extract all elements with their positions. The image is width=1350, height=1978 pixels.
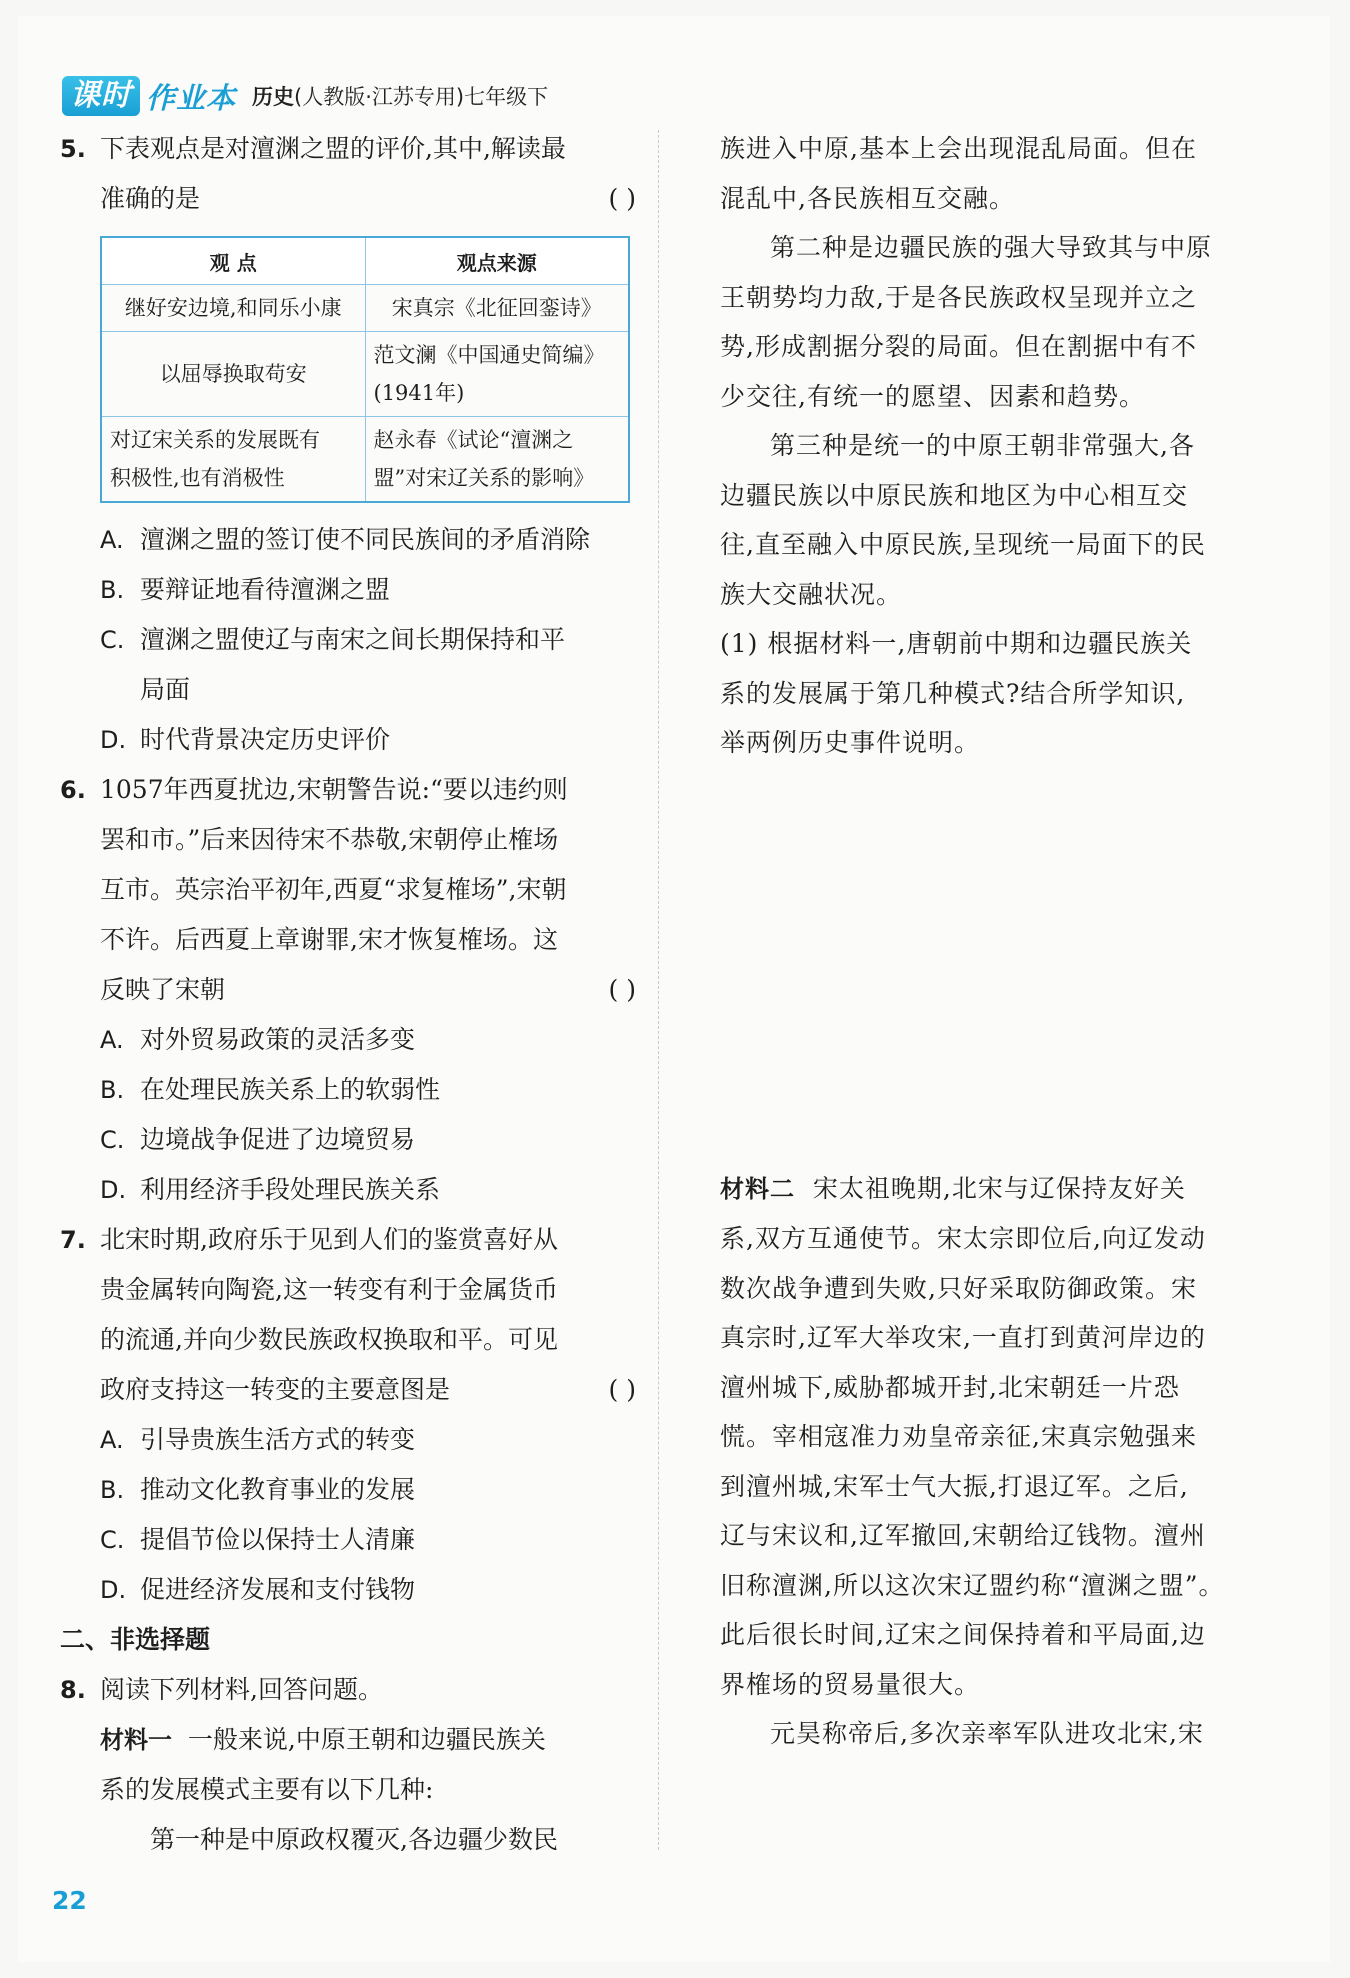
option-d[interactable] xyxy=(100,1165,640,1215)
column-divider xyxy=(658,130,659,1850)
sub-question-1: 系的发展属于第几种模式?结合所学知识, xyxy=(720,678,1186,708)
question-number: 8. xyxy=(60,1676,86,1704)
question-number: 6. xyxy=(60,776,86,804)
table-cell xyxy=(101,417,365,503)
sub-question-1: (1) 根据材料一,唐朝前中期和边疆民族关 xyxy=(720,629,1193,658)
material-line: 界榷场的贸易量很大。 xyxy=(720,1669,981,1699)
option-d[interactable] xyxy=(100,715,640,765)
question-line: 罢和市。”后来因待宋不恭敬,宋朝停止榷场 xyxy=(100,825,559,854)
question-line: 下表观点是对澶渊之盟的评价,其中,解读最 xyxy=(100,134,566,163)
table-header: 观 点 xyxy=(101,237,365,285)
question-line: 互市。英宗治平初年,西夏“求复榷场”,宋朝 xyxy=(100,875,567,904)
material-line: 族进入中原,基本上会出现混乱局面。但在 xyxy=(720,134,1197,163)
option-letter: C. xyxy=(100,1126,125,1154)
option-letter: D. xyxy=(100,726,127,754)
book-title xyxy=(252,81,548,111)
material-line: 混乱中,各民族相互交融。 xyxy=(720,183,1015,213)
cell-text: 赵永春《试论“澶渊之 xyxy=(373,428,574,452)
question-line-wrap xyxy=(100,174,640,224)
material-line: 族大交融状况。 xyxy=(720,579,903,609)
answer-blank[interactable]: ( ) xyxy=(608,975,636,1004)
brand-logo: 课时 xyxy=(62,76,140,116)
material-line: 第二种是边疆民族的强大导致其与中原 xyxy=(770,233,1213,262)
left-column xyxy=(60,124,640,1865)
option-d[interactable] xyxy=(100,1565,640,1615)
cell-text: 继好安边境,和同乐小康 xyxy=(124,296,342,320)
material-line: 边疆民族以中原民族和地区为中心相互交 xyxy=(720,480,1189,510)
material-2-label: 材料二 xyxy=(720,1174,795,1203)
material-line: 到澶州城,宋军士气大振,打退辽军。之后, xyxy=(720,1471,1189,1501)
option-letter: B. xyxy=(100,1076,125,1104)
material-line: 少交往,有统一的愿望、因素和趋势。 xyxy=(720,381,1145,411)
question-8 xyxy=(60,1665,640,1865)
question-5 xyxy=(60,124,640,765)
material-line xyxy=(100,1715,640,1765)
cell-text: 以屈辱换取苟安 xyxy=(159,362,307,386)
question-line: 1057年西夏扰边,宋朝警告说:“要以违约则 xyxy=(100,775,568,804)
option-text: 对外贸易政策的灵活多变 xyxy=(140,1025,416,1054)
question-line: 阅读下列材料,回答问题。 xyxy=(100,1675,383,1704)
material-text: 一般来说,中原王朝和边疆民族关 xyxy=(187,1725,546,1754)
option-letter: D. xyxy=(100,1176,127,1204)
cell-text: 盟”对宋辽关系的影响》 xyxy=(373,466,595,490)
option-letter: A. xyxy=(100,1026,124,1054)
option-b[interactable] xyxy=(100,1065,640,1115)
material-line: 王朝势均力敌,于是各民族政权呈现并立之 xyxy=(720,282,1197,312)
question-line-wrap xyxy=(100,965,640,1015)
viewpoint-table xyxy=(100,236,630,503)
brand-logo-sub: 作业本 xyxy=(146,80,237,115)
question-line: 准确的是 xyxy=(100,184,201,213)
material-line: 元昊称帝后,多次亲率军队进攻北宋,宋 xyxy=(770,1719,1204,1748)
table-header-row xyxy=(101,237,629,285)
option-text: 边境战争促进了边境贸易 xyxy=(140,1125,416,1154)
table-cell xyxy=(365,417,629,503)
option-letter: C. xyxy=(100,1526,125,1554)
table-row xyxy=(101,285,629,332)
material-1-label: 材料一 xyxy=(100,1726,172,1754)
option-text: 时代背景决定历史评价 xyxy=(140,725,391,754)
cell-text: 对辽宋关系的发展既有 xyxy=(110,428,320,452)
option-a[interactable] xyxy=(100,1415,640,1465)
option-text: 推动文化教育事业的发展 xyxy=(140,1475,416,1504)
subject-label: 历史 xyxy=(252,85,295,109)
option-c[interactable] xyxy=(100,615,640,665)
material-line: 系,双方互通使节。宋太宗即位后,向辽发动 xyxy=(720,1224,1206,1253)
material-line: 往,直至融入中原民族,呈现统一局面下的民 xyxy=(720,530,1206,559)
material-line: 势,形成割据分裂的局面。但在割据中有不 xyxy=(720,332,1197,361)
answer-blank[interactable]: ( ) xyxy=(608,184,636,213)
table-header: 观点来源 xyxy=(365,237,629,285)
option-text: 提倡节俭以保持士人清廉 xyxy=(140,1525,416,1554)
option-text: 利用经济手段处理民族关系 xyxy=(140,1175,441,1204)
question-line: 的流通,并向少数民族政权换取和平。可见 xyxy=(100,1325,558,1354)
section-heading: 二、非选择题 xyxy=(60,1625,211,1654)
option-text: 澶渊之盟的签订使不同民族间的矛盾消除 xyxy=(140,525,591,554)
material-line: 澶州城下,威胁都城开封,北宋朝廷一片恐 xyxy=(720,1372,1180,1402)
option-text: 要辩证地看待澶渊之盟 xyxy=(140,575,391,604)
material-text: 宋太祖晚期,北宋与辽保持友好关 xyxy=(812,1173,1186,1203)
material-line: 数次战争遭到失败,只好采取防御政策。宋 xyxy=(720,1273,1197,1303)
option-letter: D. xyxy=(100,1576,127,1604)
page-header xyxy=(62,74,548,118)
material-line: 辽与宋议和,辽军撤回,宋朝给辽钱物。澶州 xyxy=(720,1521,1206,1550)
edition-label: (人教版·江苏专用)七年级下 xyxy=(294,85,549,109)
option-text: 澶渊之盟使辽与南宋之间长期保持和平 xyxy=(140,625,566,654)
question-line: 贵金属转向陶瓷,这一转变有利于金属货币 xyxy=(100,1275,558,1304)
material-line: 第一种是中原政权覆灭,各边疆少数民 xyxy=(150,1825,558,1854)
question-number: 5. xyxy=(60,135,86,163)
option-b[interactable] xyxy=(100,565,640,615)
table-cell xyxy=(101,332,365,417)
question-number: 7. xyxy=(60,1226,86,1254)
question-line: 政府支持这一转变的主要意图是 xyxy=(100,1375,451,1404)
page-number: 22 xyxy=(52,1886,87,1915)
cell-text: (1941年) xyxy=(373,381,465,405)
option-b[interactable] xyxy=(100,1465,640,1515)
option-text: 引导贵族生活方式的转变 xyxy=(140,1425,416,1454)
question-line-wrap xyxy=(100,1365,640,1415)
option-letter: A. xyxy=(100,526,124,554)
question-line: 不许。后西夏上章谢罪,宋才恢复榷场。这 xyxy=(100,925,558,954)
answer-blank[interactable]: ( ) xyxy=(608,1375,636,1404)
table-row xyxy=(101,417,629,503)
question-line: 北宋时期,政府乐于见到人们的鉴赏喜好从 xyxy=(100,1225,558,1254)
question-line: 反映了宋朝 xyxy=(100,975,226,1004)
cell-text: 宋真宗《北征回銮诗》 xyxy=(391,296,602,320)
option-letter: B. xyxy=(100,1476,125,1504)
answer-space[interactable] xyxy=(720,768,1260,1164)
option-a[interactable] xyxy=(100,515,640,565)
right-column xyxy=(720,124,1260,1759)
option-c[interactable] xyxy=(100,1115,640,1165)
option-text: 促进经济发展和支付钱物 xyxy=(140,1575,416,1604)
cell-text: 范文澜《中国通史简编》 xyxy=(373,343,605,367)
option-c-continued: 局面 xyxy=(140,675,191,704)
material-line: 慌。宰相寇准力劝皇帝亲征,宋真宗勉强来 xyxy=(720,1422,1197,1451)
option-letter: B. xyxy=(100,576,125,604)
material-line: 旧称澶渊,所以这次宋辽盟约称“澶渊之盟”。 xyxy=(720,1570,1225,1600)
question-6 xyxy=(60,765,640,1215)
material-line xyxy=(720,1164,1260,1215)
option-c[interactable] xyxy=(100,1515,640,1565)
material-line: 此后很长时间,辽宋之间保持着和平局面,边 xyxy=(720,1620,1206,1649)
material-line: 系的发展模式主要有以下几种: xyxy=(100,1775,434,1804)
option-letter: C. xyxy=(100,626,125,654)
option-text: 在处理民族关系上的软弱性 xyxy=(140,1075,441,1104)
table-cell xyxy=(365,285,629,332)
table-cell xyxy=(101,285,365,332)
material-line: 第三种是统一的中原王朝非常强大,各 xyxy=(770,431,1195,460)
option-letter: A. xyxy=(100,1426,124,1454)
cell-text: 积极性,也有消极性 xyxy=(110,466,285,490)
table-cell xyxy=(365,332,629,417)
table-row xyxy=(101,332,629,417)
sub-question-1: 举两例历史事件说明。 xyxy=(720,728,981,757)
question-7 xyxy=(60,1215,640,1615)
option-a[interactable] xyxy=(100,1015,640,1065)
material-line: 真宗时,辽军大举攻宋,一直打到黄河岸边的 xyxy=(720,1323,1206,1352)
